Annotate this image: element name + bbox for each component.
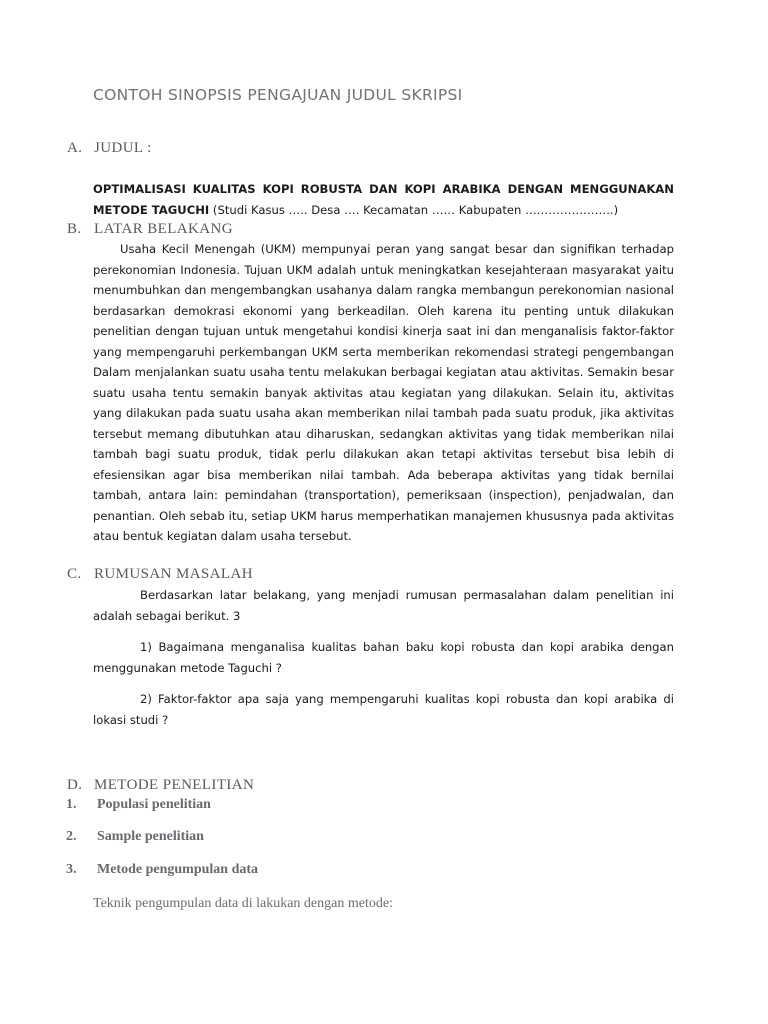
metode-item-3 [66,862,258,878]
section-c-heading [67,566,253,583]
section-b-title: LATAR BELAKANG [94,221,233,237]
rumusan-intro-paragraph [93,585,674,626]
section-d-letter: D. [67,777,83,793]
metode-item-2 [66,829,204,845]
rumusan-intro-text: Berdasarkan latar belakang, yang menjadi rumusan permasalahan dalam penelitian ini adalah sebagai berikut. 3 [93,588,674,623]
section-c-letter: C. [67,566,82,582]
metode-item-1-number: 1. [66,797,77,812]
section-b-letter: B. [67,221,82,237]
metode-item-3-label: Metode pengumpulan data [97,862,259,877]
judul-study-case: (Studi Kasus ….. Desa …. Kecamatan …… Kabupaten …………………..) [209,202,619,217]
metode-item-1-label: Populasi penelitian [97,797,211,812]
section-a-heading [67,140,152,157]
metode-item-2-number: 2. [66,829,77,844]
metode-item-2-label: Sample penelitian [97,829,204,844]
section-b-heading [67,221,233,238]
judul-title-text: OPTIMALISASI KUALITAS KOPI ROBUSTA DAN KOPI ARABIKA DENGAN MENGGUNAKAN METODE TAGUCHI [93,182,674,217]
rumusan-1-text: 1) Bagaimana menganalisa kualitas bahan baku kopi robusta dan kopi arabika dengan menggunakan metode Taguchi ? [93,640,674,675]
metode-item-1 [66,797,211,813]
section-d-title: METODE PENELITIAN [94,777,255,793]
latar-belakang-paragraph [93,239,674,547]
rumusan-question-1 [93,637,674,678]
section-c-title: RUMUSAN MASALAH [94,566,253,582]
rumusan-question-2 [93,689,674,730]
section-a-letter: A. [67,140,83,156]
teknik-pengumpulan-text: Teknik pengumpulan data di lakukan dengan metode: [93,896,393,911]
metode-item-3-number: 3. [66,862,77,877]
rumusan-2-text: 2) Faktor-faktor apa saja yang mempengaruhi kualitas kopi robusta dan kopi arabika di lokasi studi ? [93,692,674,727]
judul-paragraph [93,179,674,220]
document-title: CONTOH SINOPSIS PENGAJUAN JUDUL SKRIPSI [93,86,463,104]
section-a-title: JUDUL : [94,140,152,156]
latar-belakang-text: Usaha Kecil Menengah (UKM) mempunyai peran yang sangat besar dan signifikan terhadap perekonomian Indonesia. Tujuan UKM adalah untuk meningkatkan kesejahteraan masyarakat yaitu menumbuhkan dan mengembangkan usahanya dalam rangka membangun perekonomian nasional berdasarkan demokrasi ekonomi yang berkeadilan. Oleh karena itu penting untuk dilakukan penelitian dengan tujuan untuk mengetahui kondisi kinerja saat ini dan menganalisis faktor-faktor yang mempengaruhi perkembangan UKM serta memberikan rekomendasi strategi pengembangan Dalam menjalankan suatu usaha tentu melakukan berbagai kegiatan atau aktivitas. Semakin besar suatu usaha tentu semakin banyak aktivitas atau kegiatan yang dilakukan. Selain itu, aktivitas yang dilakukan pada suatu usaha akan memberikan nilai tambah pada suatu produk, jika aktivitas tersebut memang dibutuhkan atau diharuskan, sedangkan aktivitas yang tidak memberikan nilai tambah bagi suatu produk, tidak perlu dilakukan akan tetapi aktivitas tersebut bisa lebih di efesiensikan agar bisa memberikan nilai tambah. Ada beberapa aktivitas yang tidak bernilai tambah, antara lain: pemindahan (transportation), pemeriksaan (inspection), penjadwalan, dan penantian. Oleh sebab itu, setiap UKM harus memperhatikan manajemen khususnya pada aktivitas atau bentuk kegiatan dalam usaha tersebut. [93,242,674,543]
section-d-heading [67,777,254,794]
